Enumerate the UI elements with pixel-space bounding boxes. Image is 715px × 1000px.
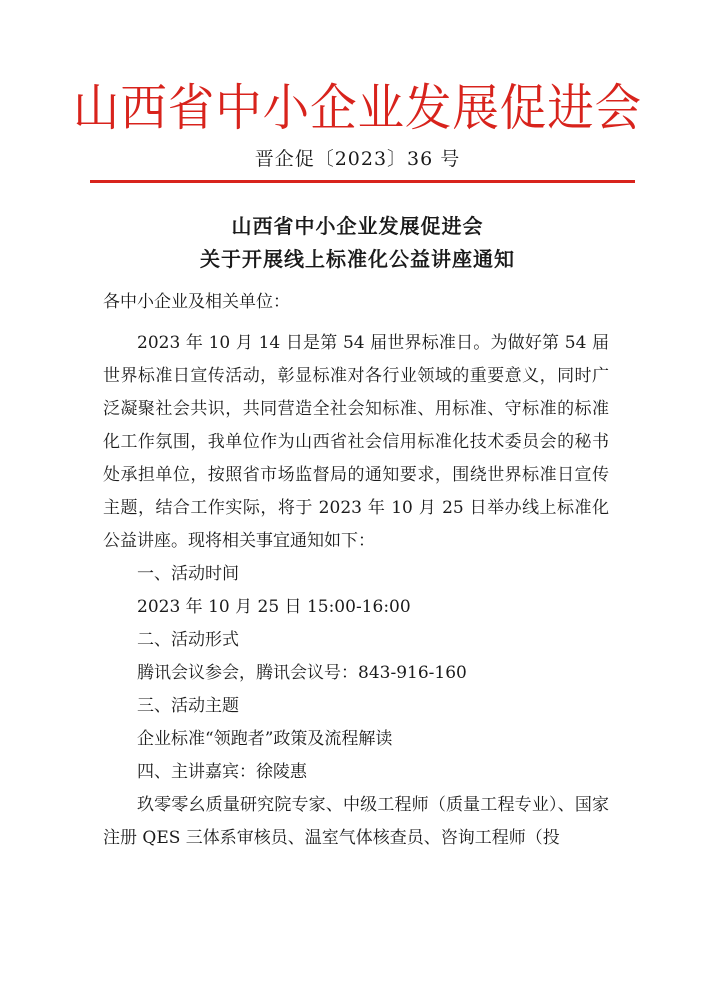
section-2-content: 腾讯会议参会，腾讯会议号：843-916-160 xyxy=(137,663,467,683)
header-divider xyxy=(90,180,635,183)
org-header-title: 山西省中小企业发展促进会 xyxy=(72,79,643,137)
salutation: 各中小企业及相关单位： xyxy=(103,292,290,312)
notice-body xyxy=(103,286,609,855)
section-4-content: 玖零零幺质量研究院专家、中级工程师（质量工程专业）、国家注册 QES 三体系审核员、温室气体核查员、咨询工程师（投 xyxy=(103,795,609,848)
document-number: 晋企促〔2023〕36 号 xyxy=(254,148,461,170)
section-3-content: 企业标准“领跑者”政策及流程解读 xyxy=(137,729,393,749)
section-1-content: 2023 年 10 月 25 日 15:00-16:00 xyxy=(137,597,411,617)
section-3-heading: 三、活动主题 xyxy=(137,696,239,716)
intro-paragraph: 2023 年 10 月 14 日是第 54 届世界标准日。为做好第 54 届世界标准日宣传活动，彰显标准对各行业领域的重要意义，同时广泛凝聚社会共识，共同营造全社会知标准、用标准、守标准的标准化工作氛围，我单位作为山西省社会信用标准化技术委员会的秘书处承担单位，按照省市场监督局的通知要求，围绕世界标准日宣传主题，结合工作实际，将于 2023 年 10 月 25 日举办线上标准化公益讲座。现将相关事宜通知如下： xyxy=(103,333,609,551)
notice-title-line-1: 山西省中小企业发展促进会 xyxy=(231,214,484,238)
section-1-heading: 一、活动时间 xyxy=(137,564,239,584)
notice-title-line-2: 关于开展线上标准化公益讲座通知 xyxy=(200,247,515,271)
section-2-heading: 二、活动形式 xyxy=(137,630,239,650)
section-4-heading: 四、主讲嘉宾：徐陵惠 xyxy=(137,762,307,782)
